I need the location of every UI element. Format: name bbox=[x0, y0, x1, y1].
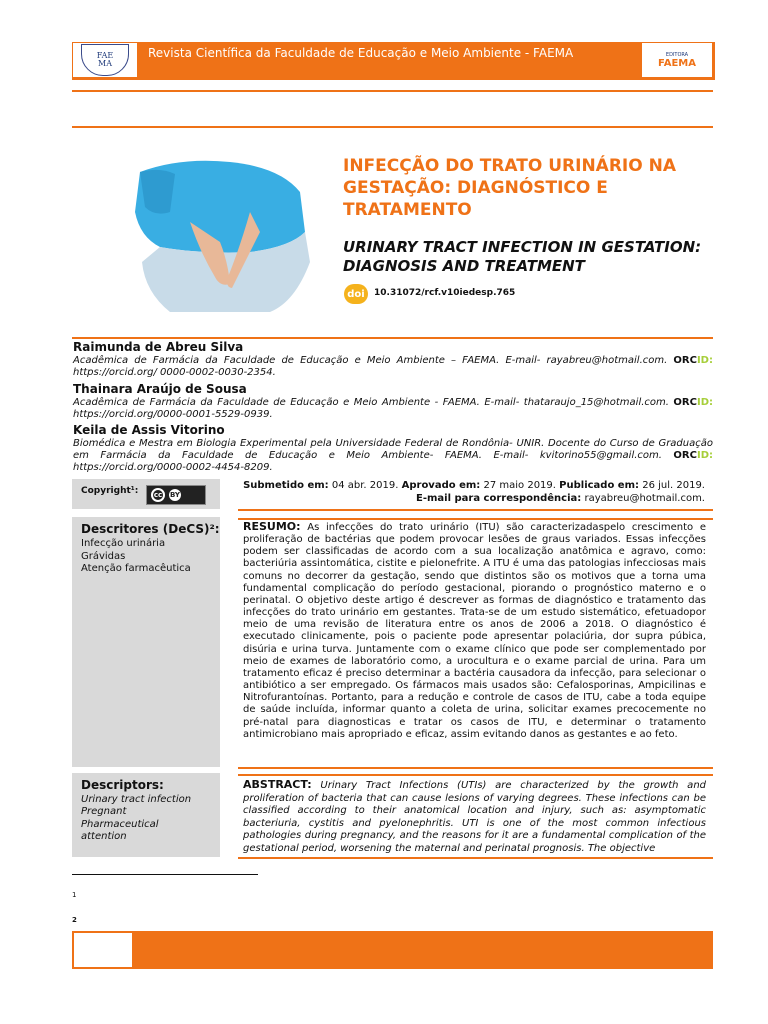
attribution-icon: BY bbox=[169, 491, 181, 499]
header-rule bbox=[72, 90, 713, 92]
logo-text-top: FAE bbox=[96, 51, 114, 60]
resumo-text: As infecções do trato urinário (ITU) são caracterizadaspelo crescimento e proliferação de bactérias que podem provocar lesões de graus variados. Essas infecções podem ser classificadas de acordo com a sua localização anatômica e agravo, como: bacteriúria assintomática, cistite e pielonefrite. A ITU é uma das patologias infecciosas mais comuns no decorrer da gestação, sendo que distintos são os motivos que a torna uma fundamental complicação do período gestacional, piorando o prognóstico materno e o perinatal. O objetivo deste artigo é descrever as formas de diagnóstico e tratamento das infecções do trato urinário em gestantes. Trata-se de um estudo sistemático, efetuadopor meio de uma revisão de literatura entre os anos de 2006 a 2018. O diagnóstico é executado clinicamente, pois o paciente pode apresentar polaciúria, dor supra púbica, disúria e urina turva. Juntamente com o exame clínico que pode ser complementado por meio de exames de laboratório como, a urocultura e o exame parcial de urina. Para um tratamento eficaz é preciso determinar a bactéria causadora da infecção, para selecionar o antibiótico a ser empregado. Os fármacos mais usados são: Cefalosporinas, Ampicilinas e Nitrofurantoínas. Portanto, para a redução e controle de casos de ITU, cabe a toda equipe de saúde incluída, informar quanto a coleta de urina, solicitar exames precocemente no pré-natal para diagnosticas e tratar os casos de ITU, e determinar o tratamento antimicrobiano mais apropriado e eficaz, assim evitando danos as gestantes e ao feto. bbox=[243, 522, 706, 740]
editora-label: EDITORA bbox=[665, 51, 689, 58]
abstract-text: Urinary Tract Infections (UTIs) are characterized by the growth and proliferation of bacteria that can cause lesions of varying degrees. These infections can be classified according to their anatomical location and injury, such as: asymptomatic bacteriuria, cystitis and pyelonephritis. UTI is one of the most common infectious pathologies during pregnancy, and the reasons for it are a fundamental complication of the gestational period, worsening the maternal and perinatal prognosis. The objective bbox=[243, 780, 706, 854]
approved-date: 27 maio 2019. bbox=[483, 480, 556, 491]
resumo-section bbox=[243, 521, 706, 741]
orcid-label: ORCID: bbox=[673, 355, 713, 366]
author-name: Thainara Araújo de Sousa bbox=[73, 382, 247, 396]
page-number-box bbox=[74, 933, 132, 967]
logo-text-bottom: MA bbox=[98, 59, 112, 68]
descritor-item: Infecção urinária bbox=[81, 538, 166, 549]
published-label: Publicado em: bbox=[559, 480, 640, 491]
shield-icon bbox=[81, 44, 129, 76]
correspondence-email[interactable]: rayabreu@hotmail.com. bbox=[584, 493, 705, 504]
copyright-label: Copyright¹: bbox=[81, 486, 139, 496]
author-name: Keila de Assis Vitorino bbox=[73, 423, 225, 437]
article-photo bbox=[120, 152, 320, 312]
descriptor-item: Pregnant bbox=[81, 806, 127, 817]
orcid-url[interactable]: https://orcid.org/0000-0002-4454-8209. bbox=[73, 462, 273, 473]
author-affiliation bbox=[73, 438, 713, 474]
title-top-rule bbox=[72, 126, 713, 128]
author-affiliation bbox=[73, 397, 713, 421]
orcid-url[interactable]: https://orcid.org/0000-0001-5529-0939. bbox=[73, 409, 273, 420]
submitted-date: 04 abr. 2019. bbox=[331, 480, 399, 491]
title-portuguese: INFECÇÃO DO TRATO URINÁRIO NA GESTAÇÃO: DIAGNÓSTICO E TRATAMENTO bbox=[343, 156, 677, 220]
resumo-label: RESUMO: bbox=[243, 520, 301, 533]
descritor-item: Atenção farmacêutica bbox=[81, 563, 191, 574]
approved-label: Aprovado em: bbox=[401, 480, 481, 491]
affiliation-text: Acadêmica de Farmácia da Faculdade de Educação e Meio Ambiente - FAEMA. E-mail- thataraujo_15@hotmail.com. bbox=[73, 397, 669, 408]
orcid-url[interactable]: https://orcid.org/ 0000-0002-0030-2354. bbox=[73, 367, 276, 378]
journal-title: Revista Científica da Faculdade de Educação e Meio Ambiente - FAEMA bbox=[148, 46, 574, 60]
author-affiliation bbox=[73, 355, 713, 379]
abstract-top-rule bbox=[238, 774, 713, 776]
footnote-2: 2 bbox=[72, 916, 77, 924]
resumo-bottom-rule bbox=[238, 767, 713, 769]
title-english: URINARY TRACT INFECTION IN GESTATION: DIAGNOSIS AND TREATMENT bbox=[343, 238, 702, 275]
cc-license-badge[interactable] bbox=[146, 485, 206, 505]
doi-link[interactable]: 10.31072/rcf.v10iedesp.765 bbox=[374, 288, 516, 298]
descritor-item: Grávidas bbox=[81, 551, 126, 562]
doi-icon: doi bbox=[344, 284, 368, 304]
abstract-section bbox=[243, 779, 706, 856]
faema-logo bbox=[73, 43, 137, 77]
affiliation-text: Acadêmica de Farmácia da Faculdade de Educação e Meio Ambiente – FAEMA. E-mail- rayabreu@hotmail.com. bbox=[73, 355, 668, 366]
descritores-title: Descritores (DeCS)²: bbox=[81, 522, 220, 536]
dates-rule bbox=[238, 509, 713, 511]
descriptor-item: Urinary tract infection bbox=[81, 794, 192, 805]
email-label: E-mail para correspondência: bbox=[416, 493, 582, 504]
publication-dates bbox=[240, 479, 705, 505]
orcid-label: ORCID: bbox=[673, 450, 713, 461]
author-name: Raimunda de Abreu Silva bbox=[73, 340, 244, 354]
cc-icon: cc bbox=[151, 488, 165, 502]
resumo-top-rule bbox=[238, 518, 713, 520]
footnote-1: 1 bbox=[72, 891, 77, 899]
submitted-label: Submetido em: bbox=[243, 480, 329, 491]
abstract-label: ABSTRACT: bbox=[243, 778, 312, 791]
descriptor-item: attention bbox=[81, 831, 127, 842]
editora-brand: FAEMA bbox=[658, 57, 696, 69]
descriptor-item: Pharmaceutical bbox=[81, 819, 159, 830]
published-date: 26 jul. 2019. bbox=[642, 480, 705, 491]
abstract-bottom-rule bbox=[238, 857, 713, 859]
editora-faema-logo bbox=[642, 43, 712, 77]
affiliation-text: Biomédica e Mestra em Biologia Experimental pela Universidade Federal de Rondônia- UNIR. Docente do Curso de Graduação em Farmácia da Faculdade de Educação e Meio Ambiente- FAEMA. E-mail- kvitorino55@gmail.com. bbox=[73, 438, 713, 461]
footnote-rule bbox=[72, 874, 258, 875]
orcid-label: ORCID: bbox=[673, 397, 713, 408]
page-footer-bar bbox=[72, 931, 713, 969]
descriptors-title: Descriptors: bbox=[81, 778, 164, 792]
